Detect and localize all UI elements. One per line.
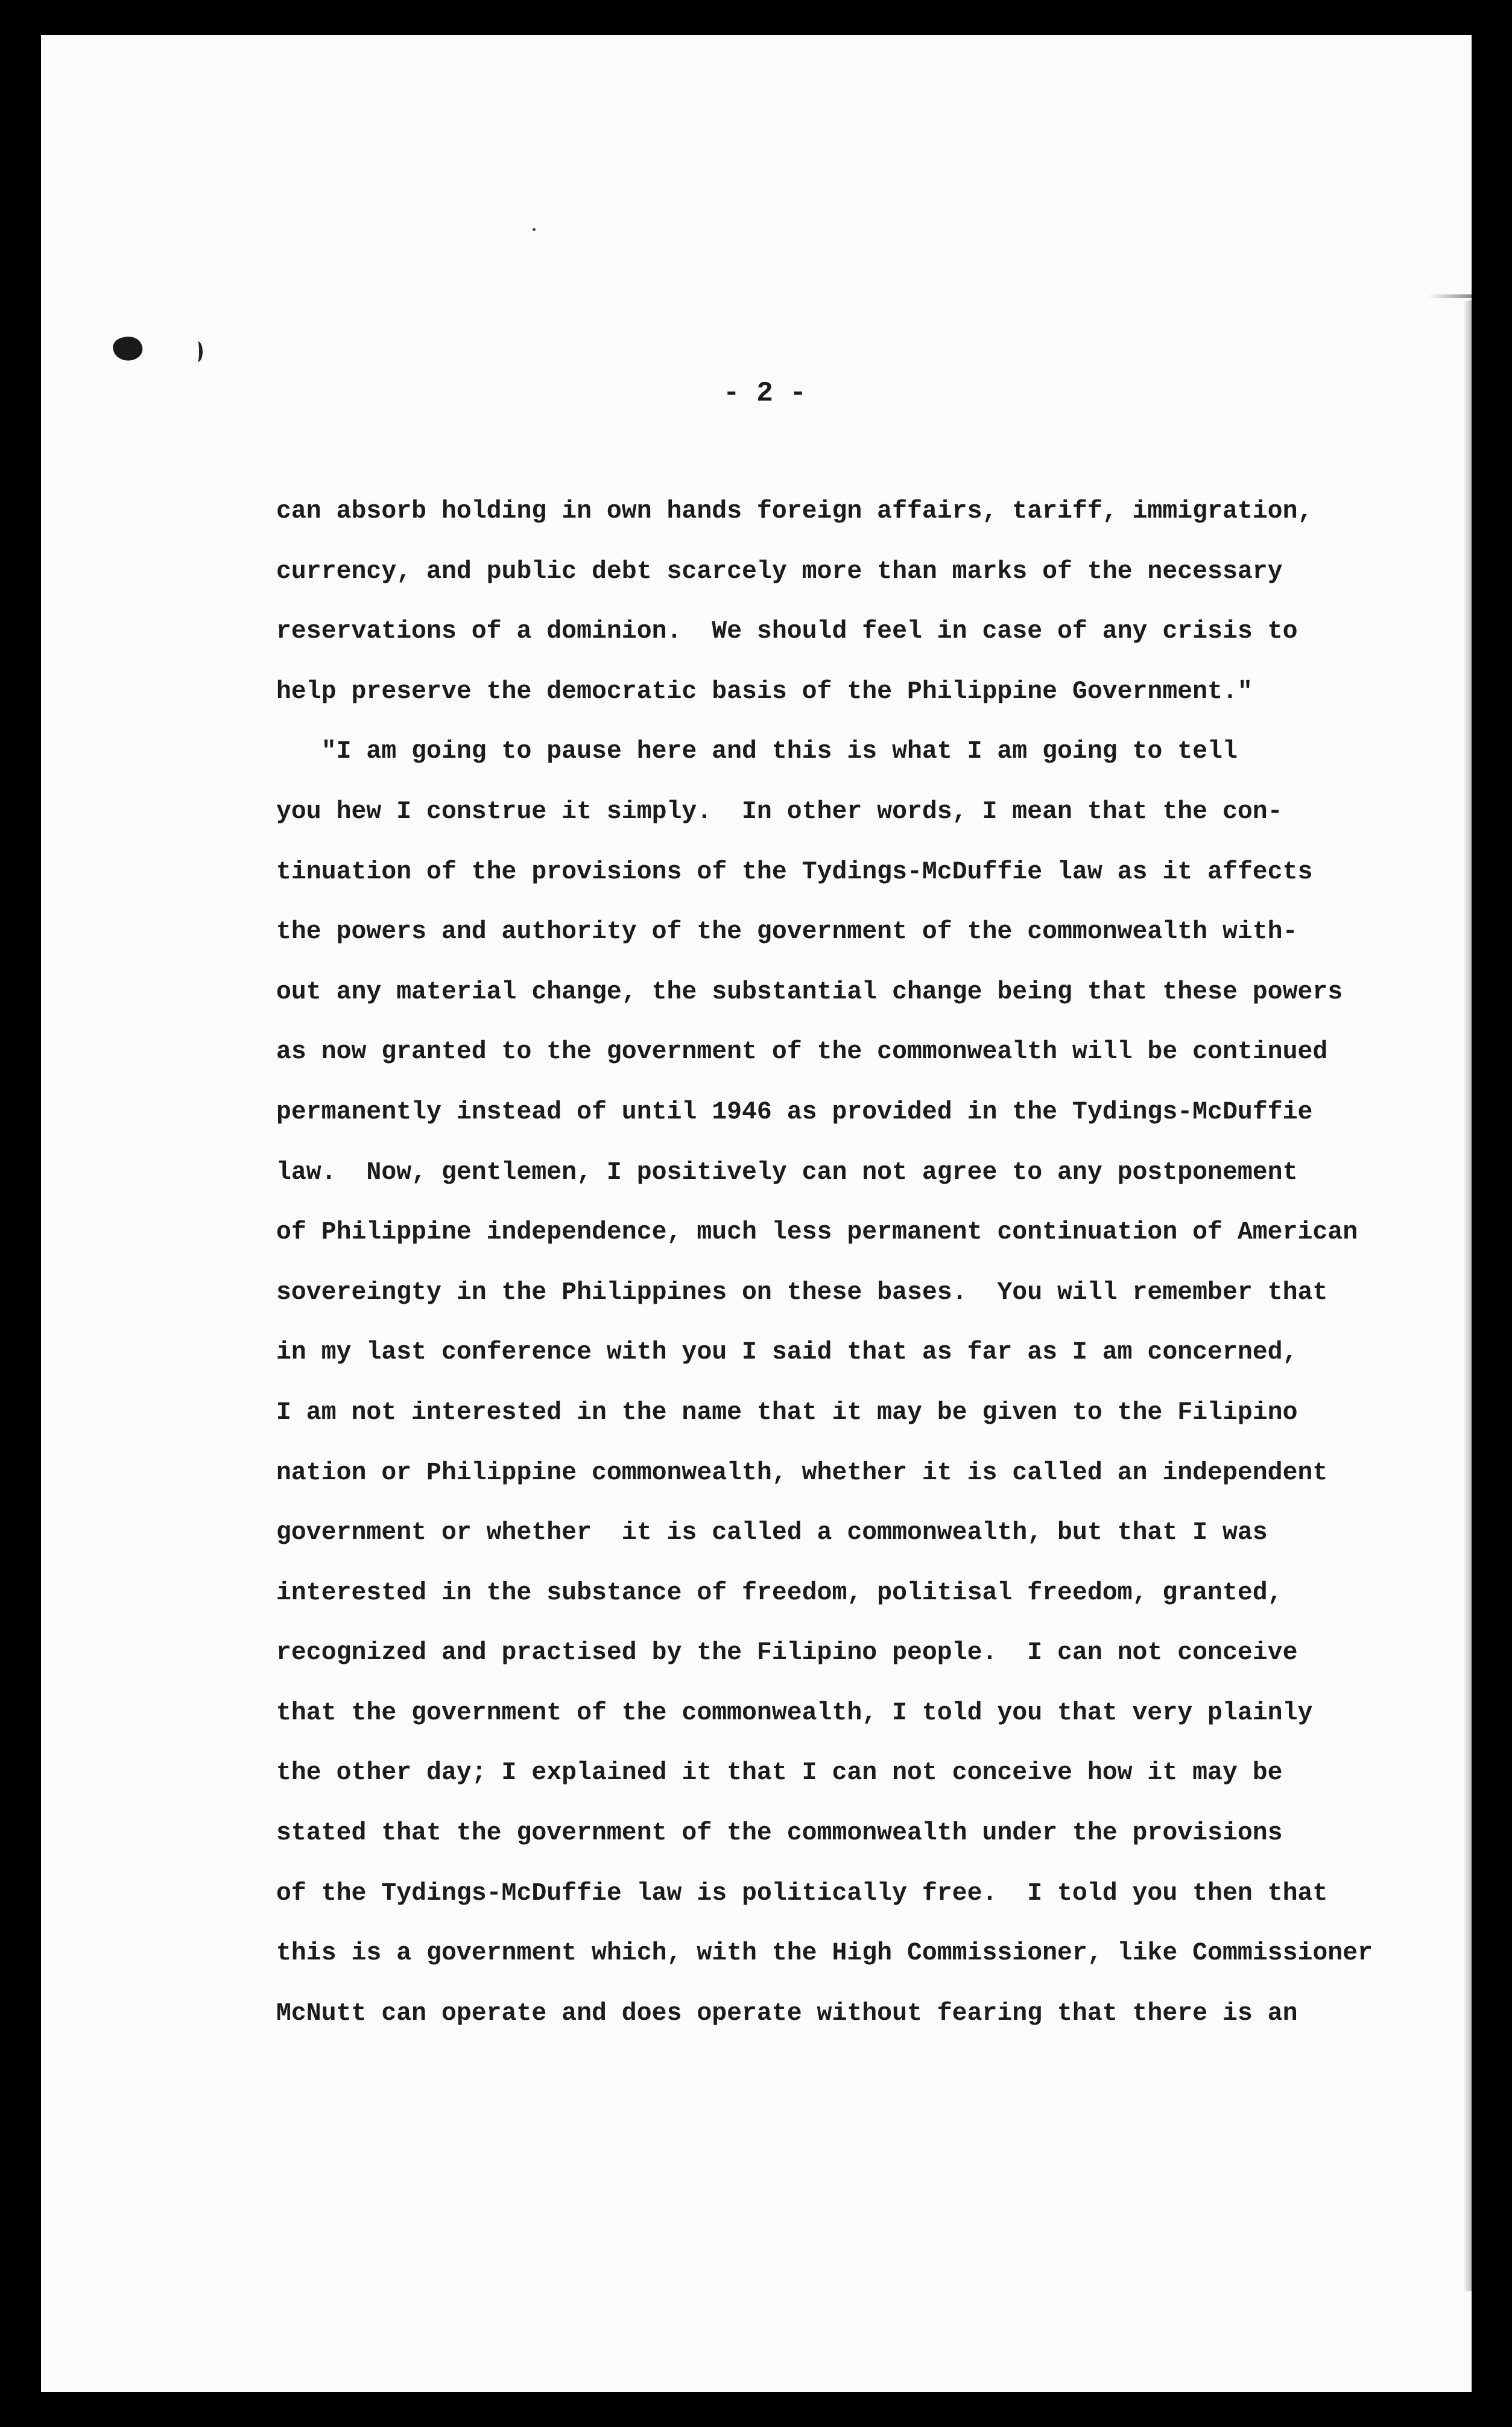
text-line: currency, and public debt scarcely more than marks of the necessary	[276, 557, 1283, 586]
text-line: can absorb holding in own hands foreign affairs, tariff, immigration,	[276, 497, 1313, 525]
text-line: reservations of a dominion. We should feel in case of any crisis to	[276, 617, 1298, 646]
text-line: law. Now, gentlemen, I positively can not agree to any postponement	[276, 1158, 1298, 1187]
text-line: interested in the substance of freedom, politisal freedom, granted,	[276, 1578, 1283, 1607]
text-line: that the government of the commonwealth, I told you that very plainly	[276, 1698, 1313, 1727]
document-page	[41, 35, 1472, 2392]
text-line: you hew I construe it simply. In other words, I mean that the con-	[276, 797, 1283, 826]
body-text	[276, 481, 1422, 2043]
ink-dot-mark	[533, 228, 536, 231]
text-line: recognized and practised by the Filipino people. I can not conceive	[276, 1639, 1298, 1667]
text-line: nation or Philippine commonwealth, whether it is called an independent	[276, 1458, 1328, 1487]
text-line: as now granted to the government of the commonwealth will be continued	[276, 1038, 1328, 1067]
page-number: - 2 -	[723, 378, 807, 409]
text-line: tinuation of the provisions of the Tydings-McDuffie law as it affects	[276, 857, 1313, 886]
text-line: I am not interested in the name that it may be given to the Filipino	[276, 1398, 1298, 1427]
text-line: permanently instead of until 1946 as provided in the Tydings-McDuffie	[276, 1097, 1313, 1126]
text-line: out any material change, the substantial change being that these powers	[276, 977, 1343, 1006]
page-edge-line	[1428, 294, 1472, 298]
text-line: stated that the government of the commonwealth under the provisions	[276, 1819, 1283, 1848]
text-line: government or whether it is called a commonwealth, but that I was	[276, 1518, 1268, 1547]
text-line: of Philippine independence, much less permanent continuation of American	[276, 1218, 1358, 1247]
pencil-tick-mark	[193, 341, 203, 362]
text-line: sovereingty in the Philippines on these bases. You will remember that	[276, 1278, 1328, 1307]
text-line: McNutt can operate and does operate without fearing that there is an	[276, 1999, 1298, 2028]
ink-blot-mark	[111, 334, 144, 363]
text-line: help preserve the democratic basis of the Philippine Government."	[276, 677, 1253, 706]
text-line: in my last conference with you I said that as far as I am concerned,	[276, 1338, 1298, 1367]
text-line: of the Tydings-McDuffie law is politically free. I told you then that	[276, 1879, 1328, 1908]
text-line: this is a government which, with the High Commissioner, like Commissioner	[276, 1939, 1373, 1968]
text-line: the other day; I explained it that I can not conceive how it may be	[276, 1759, 1283, 1788]
page-edge-shadow	[1463, 300, 1472, 2291]
text-line: the powers and authority of the government of the commonwealth with-	[276, 918, 1298, 947]
text-line: "I am going to pause here and this is what I am going to tell	[276, 737, 1238, 766]
